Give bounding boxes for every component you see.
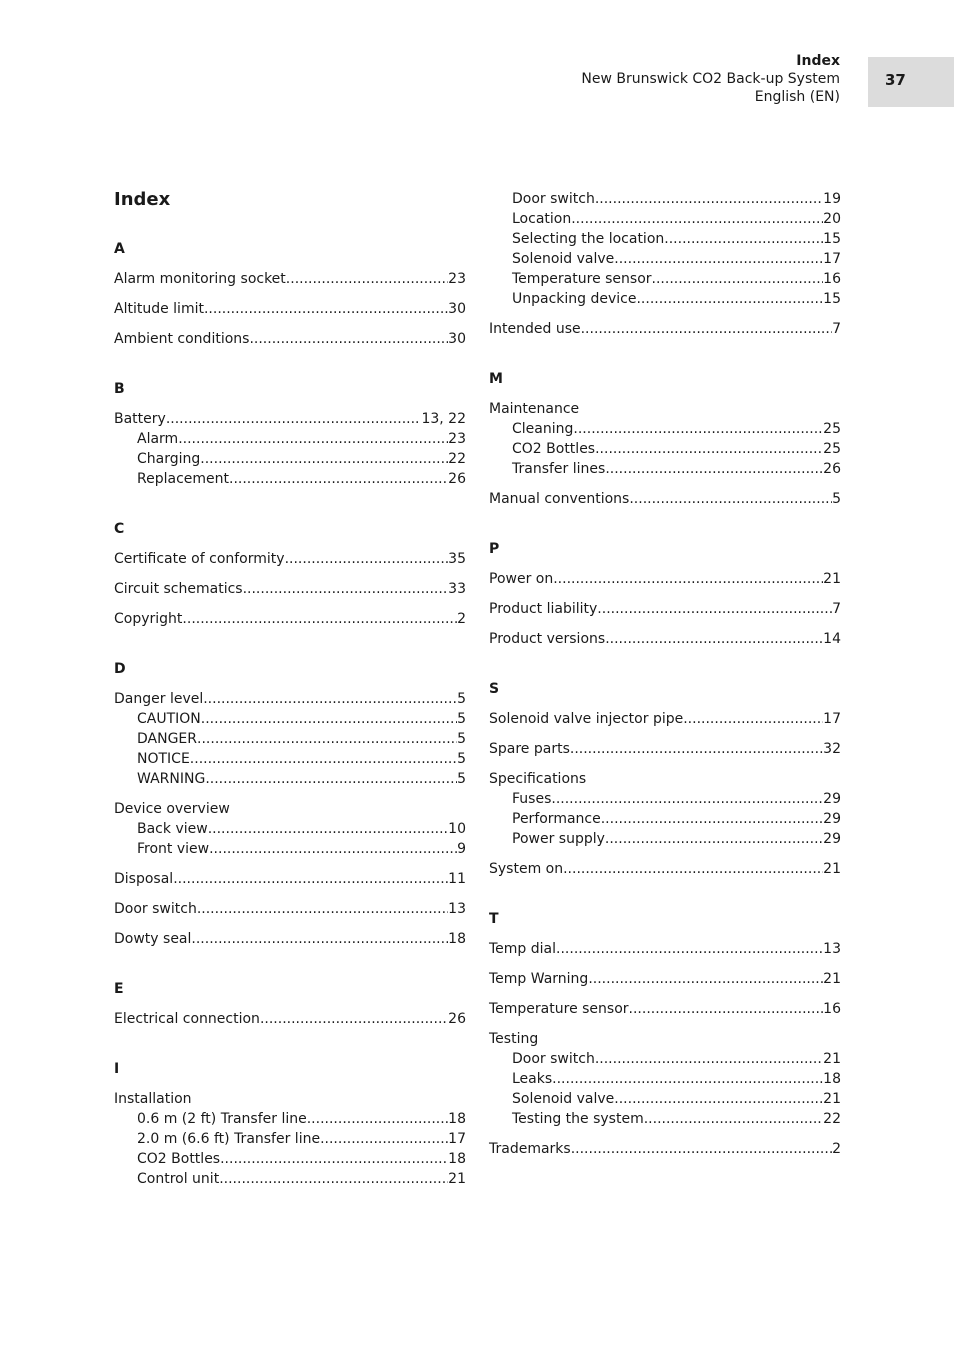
entry-page-number: 23	[448, 431, 466, 447]
dot-leader	[200, 449, 448, 469]
index-section	[489, 189, 841, 339]
index-subentry[interactable]	[489, 1109, 841, 1129]
dot-leader	[552, 1069, 823, 1089]
entry-label: Solenoid valve	[512, 251, 615, 267]
entry-page-number: 21	[448, 1171, 466, 1187]
page-number-tab: 37	[868, 57, 954, 107]
index-entry-group	[114, 609, 466, 629]
index-entry-group	[489, 739, 841, 759]
index-section	[114, 979, 466, 1029]
entry-label: Testing the system	[512, 1111, 644, 1127]
entry-page-number: 23	[448, 271, 466, 287]
entry-page-number: 9	[457, 841, 466, 857]
dot-leader	[208, 819, 448, 839]
entry-page-number: 17	[448, 1131, 466, 1147]
index-entry[interactable]	[489, 599, 841, 619]
index-entry[interactable]	[489, 999, 841, 1019]
entry-page-number: 21	[823, 1051, 841, 1067]
entry-label: 0.6 m (2 ft) Transfer line	[137, 1111, 307, 1127]
index-subentry[interactable]	[489, 419, 841, 439]
entry-label: Door switch	[114, 901, 197, 917]
entry-page-number: 35	[448, 551, 466, 567]
index-entry[interactable]	[489, 569, 841, 589]
index-subentry[interactable]	[489, 439, 841, 459]
index-entry[interactable]	[489, 969, 841, 989]
entry-label: Unpacking device	[512, 291, 637, 307]
entry-page-number: 33	[448, 581, 466, 597]
dot-leader	[605, 459, 823, 479]
dot-leader	[191, 929, 448, 949]
entry-label: Selecting the location	[512, 231, 665, 247]
entry-label: Temp dial	[489, 941, 557, 957]
dot-leader	[556, 939, 823, 959]
entry-page-number: 5	[457, 711, 466, 727]
index-entry[interactable]	[489, 739, 841, 759]
entry-page-number: 22	[823, 1111, 841, 1127]
index-section	[114, 659, 466, 949]
index-entry-group	[489, 969, 841, 989]
index-entry-group	[114, 799, 466, 859]
index-subentry[interactable]	[489, 269, 841, 289]
entry-label: Temperature sensor	[512, 271, 652, 287]
dot-leader	[570, 739, 823, 759]
index-entry[interactable]	[114, 799, 466, 819]
entry-label: Location	[512, 211, 572, 227]
entry-page-number: 21	[823, 861, 841, 877]
index-entry-group	[114, 329, 466, 349]
index-subentry[interactable]	[489, 1069, 841, 1089]
dot-leader	[229, 469, 448, 489]
entry-label: Certificate of conformity	[114, 551, 285, 567]
index-subentry[interactable]	[114, 1149, 466, 1169]
index-subentry[interactable]	[114, 769, 466, 789]
entry-label: Installation	[114, 1091, 192, 1107]
entry-page-number: 17	[823, 711, 841, 727]
entry-label: Fuses	[512, 791, 552, 807]
entry-page-number: 18	[823, 1071, 841, 1087]
index-subentry[interactable]	[489, 1049, 841, 1069]
index-entry-group	[114, 689, 466, 789]
index-entry-group	[114, 549, 466, 569]
dot-leader	[205, 769, 457, 789]
index-entry[interactable]	[114, 549, 466, 569]
entry-label: Transfer lines	[512, 461, 606, 477]
entry-label: Circuit schematics	[114, 581, 243, 597]
dot-leader	[595, 189, 823, 209]
index-subentry[interactable]	[489, 189, 841, 209]
entry-label: Door switch	[512, 191, 595, 207]
section-letter: S	[489, 681, 500, 697]
entry-label: Battery	[114, 411, 166, 427]
entry-label: 2.0 m (6.6 ft) Transfer line	[137, 1131, 321, 1147]
dot-leader	[614, 1089, 823, 1109]
section-letter: E	[114, 981, 124, 997]
index-subentry[interactable]	[489, 249, 841, 269]
index-entry-group	[489, 599, 841, 619]
entry-label: Performance	[512, 811, 601, 827]
dot-leader	[201, 709, 457, 729]
index-column-right	[489, 189, 841, 1159]
entry-label: Ambient conditions	[114, 331, 250, 347]
entry-page-number: 32	[823, 741, 841, 757]
entry-page-number: 5	[457, 771, 466, 787]
index-section	[114, 239, 466, 349]
entry-label: Trademarks	[489, 1141, 571, 1157]
entry-label: Specifications	[489, 771, 587, 787]
index-entry-group	[114, 409, 466, 489]
entry-label: Device overview	[114, 801, 230, 817]
index-entry[interactable]	[489, 489, 841, 509]
entry-page-number: 18	[448, 1151, 466, 1167]
index-subentry[interactable]	[489, 229, 841, 249]
entry-page-number: 17	[823, 251, 841, 267]
entry-label: System on	[489, 861, 564, 877]
entry-page-number: 5	[457, 751, 466, 767]
dot-leader	[581, 319, 832, 339]
dot-leader	[173, 869, 448, 889]
dot-leader	[219, 1169, 448, 1189]
section-letter: I	[114, 1061, 120, 1077]
index-entry[interactable]	[114, 929, 466, 949]
entry-page-number: 15	[823, 291, 841, 307]
index-subentry[interactable]	[489, 1089, 841, 1109]
dot-leader	[573, 419, 823, 439]
entry-label: Temperature sensor	[489, 1001, 629, 1017]
entry-label: Intended use	[489, 321, 581, 337]
index-subentry[interactable]	[114, 729, 466, 749]
index-entry-group	[114, 899, 466, 919]
entry-page-number: 25	[823, 421, 841, 437]
dot-leader	[614, 249, 823, 269]
dot-leader	[197, 899, 448, 919]
dot-leader	[285, 549, 449, 569]
entry-page-number: 22	[448, 451, 466, 467]
dot-leader	[571, 209, 823, 229]
entry-page-number: 14	[823, 631, 841, 647]
entry-label: Door switch	[512, 1051, 595, 1067]
entry-label: Danger level	[114, 691, 204, 707]
entry-label: Maintenance	[489, 401, 580, 417]
index-entry[interactable]	[114, 409, 466, 429]
entry-label: Replacement	[137, 471, 229, 487]
entry-label: Power on	[489, 571, 554, 587]
index-entry-group	[489, 1029, 841, 1129]
entry-page-number: 18	[448, 1111, 466, 1127]
entry-label: Product versions	[489, 631, 606, 647]
dot-leader	[243, 579, 449, 599]
dot-leader	[197, 729, 457, 749]
index-entry-group	[489, 399, 841, 479]
entry-page-number: 30	[448, 301, 466, 317]
dot-leader	[636, 289, 823, 309]
index-entry[interactable]	[489, 769, 841, 789]
entry-page-number: 15	[823, 231, 841, 247]
dot-leader	[178, 429, 448, 449]
index-entry-group	[489, 769, 841, 849]
entry-label: DANGER	[137, 731, 198, 747]
index-section	[114, 1059, 466, 1189]
dot-leader	[553, 569, 823, 589]
entry-page-number: 18	[448, 931, 466, 947]
entry-label: Alarm monitoring socket	[114, 271, 286, 287]
index-subentry[interactable]	[489, 209, 841, 229]
dot-leader	[190, 749, 457, 769]
dot-leader	[209, 839, 457, 859]
header-language: English (EN)	[754, 89, 840, 105]
index-entry[interactable]	[489, 859, 841, 879]
entry-label: Manual conventions	[489, 491, 630, 507]
index-entry-group	[489, 189, 841, 309]
entry-label: Charging	[137, 451, 201, 467]
index-entry-group	[489, 319, 841, 339]
index-subentry[interactable]	[114, 1109, 466, 1129]
index-subentry[interactable]	[114, 1129, 466, 1149]
index-title: Index	[114, 189, 171, 210]
index-entry[interactable]	[114, 609, 466, 629]
index-entry-group	[489, 569, 841, 589]
dot-leader	[249, 329, 448, 349]
dot-leader	[551, 789, 823, 809]
entry-label: Back view	[137, 821, 208, 837]
entry-page-number: 29	[823, 791, 841, 807]
index-entry[interactable]	[489, 629, 841, 649]
entry-page-number: 11	[448, 871, 466, 887]
entry-label: Spare parts	[489, 741, 570, 757]
section-letter: D	[114, 661, 126, 677]
index-section	[489, 909, 841, 1159]
index-entry[interactable]	[489, 1139, 841, 1159]
entry-label: CO2 Bottles	[512, 441, 596, 457]
dot-leader	[664, 229, 823, 249]
dot-leader	[204, 299, 448, 319]
index-entry-group	[489, 999, 841, 1019]
dot-leader	[571, 1139, 832, 1159]
index-section	[114, 519, 466, 629]
dot-leader	[597, 599, 832, 619]
dot-leader	[601, 809, 823, 829]
entry-label: Control unit	[137, 1171, 220, 1187]
entry-label: Front view	[137, 841, 210, 857]
dot-leader	[629, 999, 824, 1019]
dot-leader	[563, 859, 823, 879]
header-title: Index	[796, 53, 840, 69]
section-letter: P	[489, 541, 500, 557]
entry-page-number: 25	[823, 441, 841, 457]
index-entry-group	[114, 579, 466, 599]
dot-leader	[605, 629, 823, 649]
index-entry-group	[114, 929, 466, 949]
dot-leader	[307, 1109, 448, 1129]
index-subentry[interactable]	[114, 819, 466, 839]
dot-leader	[595, 1049, 823, 1069]
index-entry[interactable]	[114, 299, 466, 319]
entry-label: Alarm	[137, 431, 179, 447]
index-subentry[interactable]	[489, 459, 841, 479]
entry-label: Power supply	[512, 831, 605, 847]
entry-page-number: 21	[823, 1091, 841, 1107]
dot-leader	[644, 1109, 823, 1129]
section-letter: B	[114, 381, 125, 397]
index-entry-group	[114, 1009, 466, 1029]
index-subentry[interactable]	[489, 289, 841, 309]
index-entry[interactable]	[114, 329, 466, 349]
index-entry[interactable]	[489, 709, 841, 729]
index-entry-group	[489, 709, 841, 729]
dot-leader	[286, 269, 448, 289]
index-entry-group	[489, 939, 841, 959]
index-section	[489, 539, 841, 649]
index-entry-group	[114, 1089, 466, 1189]
entry-label: Dowty seal	[114, 931, 192, 947]
entry-page-number: 20	[823, 211, 841, 227]
dot-leader	[683, 709, 823, 729]
entry-page-number: 29	[823, 811, 841, 827]
index-entry[interactable]	[114, 1009, 466, 1029]
entry-label: Copyright	[114, 611, 183, 627]
entry-label: Temp Warning	[489, 971, 589, 987]
index-entry-group	[114, 269, 466, 289]
section-letter: T	[489, 911, 499, 927]
dot-leader	[588, 969, 823, 989]
dot-leader	[605, 829, 823, 849]
index-section	[489, 679, 841, 879]
index-subentry[interactable]	[114, 469, 466, 489]
index-entry[interactable]	[114, 1089, 466, 1109]
index-entry-group	[489, 629, 841, 649]
entry-page-number: 16	[823, 271, 841, 287]
entry-label: Disposal	[114, 871, 174, 887]
entry-label: CO2 Bottles	[137, 1151, 221, 1167]
entry-page-number: 5	[457, 691, 466, 707]
entry-label: Cleaning	[512, 421, 574, 437]
index-entry[interactable]	[114, 899, 466, 919]
index-entry-group	[489, 1139, 841, 1159]
dot-leader	[182, 609, 457, 629]
index-subentry[interactable]	[489, 829, 841, 849]
entry-page-number: 30	[448, 331, 466, 347]
entry-page-number: 21	[823, 971, 841, 987]
entry-label: Product liability	[489, 601, 598, 617]
index-subentry[interactable]	[114, 1169, 466, 1189]
entry-label: Solenoid valve injector pipe	[489, 711, 684, 727]
entry-page-number: 5	[832, 491, 841, 507]
index-entry[interactable]	[489, 399, 841, 419]
index-subentry[interactable]	[114, 429, 466, 449]
index-entry[interactable]	[114, 869, 466, 889]
entry-page-number: 16	[823, 1001, 841, 1017]
index-entry[interactable]	[114, 269, 466, 289]
dot-leader	[652, 269, 824, 289]
index-entry-group	[489, 859, 841, 879]
index-entry-group	[114, 299, 466, 319]
index-subentry[interactable]	[489, 789, 841, 809]
entry-page-number: 13, 22	[421, 411, 466, 427]
entry-label: NOTICE	[137, 751, 190, 767]
index-entry[interactable]	[489, 939, 841, 959]
entry-page-number: 21	[823, 571, 841, 587]
entry-page-number: 29	[823, 831, 841, 847]
entry-label: Solenoid valve	[512, 1091, 615, 1107]
index-subentry[interactable]	[114, 449, 466, 469]
index-entry-group	[489, 489, 841, 509]
entry-page-number: 26	[448, 471, 466, 487]
entry-page-number: 7	[832, 601, 841, 617]
dot-leader	[203, 689, 457, 709]
entry-page-number: 5	[457, 731, 466, 747]
entry-page-number: 7	[832, 321, 841, 337]
dot-leader	[260, 1009, 448, 1029]
index-entry[interactable]	[489, 1029, 841, 1049]
index-entry-group	[114, 869, 466, 889]
entry-page-number: 26	[823, 461, 841, 477]
entry-page-number: 2	[457, 611, 466, 627]
entry-page-number: 13	[448, 901, 466, 917]
running-header	[581, 52, 840, 106]
dot-leader	[320, 1129, 448, 1149]
index-column-left	[114, 239, 466, 1189]
index-entry[interactable]	[114, 579, 466, 599]
index-subentry[interactable]	[489, 809, 841, 829]
dot-leader	[166, 409, 422, 429]
entry-page-number: 10	[448, 821, 466, 837]
section-letter: C	[114, 521, 125, 537]
entry-page-number: 2	[832, 1141, 841, 1157]
index-section	[489, 369, 841, 509]
dot-leader	[595, 439, 823, 459]
entry-page-number: 13	[823, 941, 841, 957]
index-section	[114, 379, 466, 489]
index-subentry[interactable]	[114, 839, 466, 859]
dot-leader	[220, 1149, 448, 1169]
section-letter: A	[114, 241, 125, 257]
index-entry[interactable]	[114, 689, 466, 709]
section-letter: M	[489, 371, 503, 387]
index-entry[interactable]	[489, 319, 841, 339]
index-subentry[interactable]	[114, 749, 466, 769]
entry-label: Leaks	[512, 1071, 553, 1087]
entry-label: WARNING	[137, 771, 206, 787]
entry-label: Testing	[489, 1031, 539, 1047]
index-subentry[interactable]	[114, 709, 466, 729]
entry-label: Electrical connection	[114, 1011, 260, 1027]
entry-label: CAUTION	[137, 711, 201, 727]
entry-label: Altitude limit	[114, 301, 204, 317]
header-subtitle: New Brunswick CO2 Back-up System	[581, 71, 840, 87]
entry-page-number: 26	[448, 1011, 466, 1027]
dot-leader	[629, 489, 832, 509]
entry-page-number: 19	[823, 191, 841, 207]
